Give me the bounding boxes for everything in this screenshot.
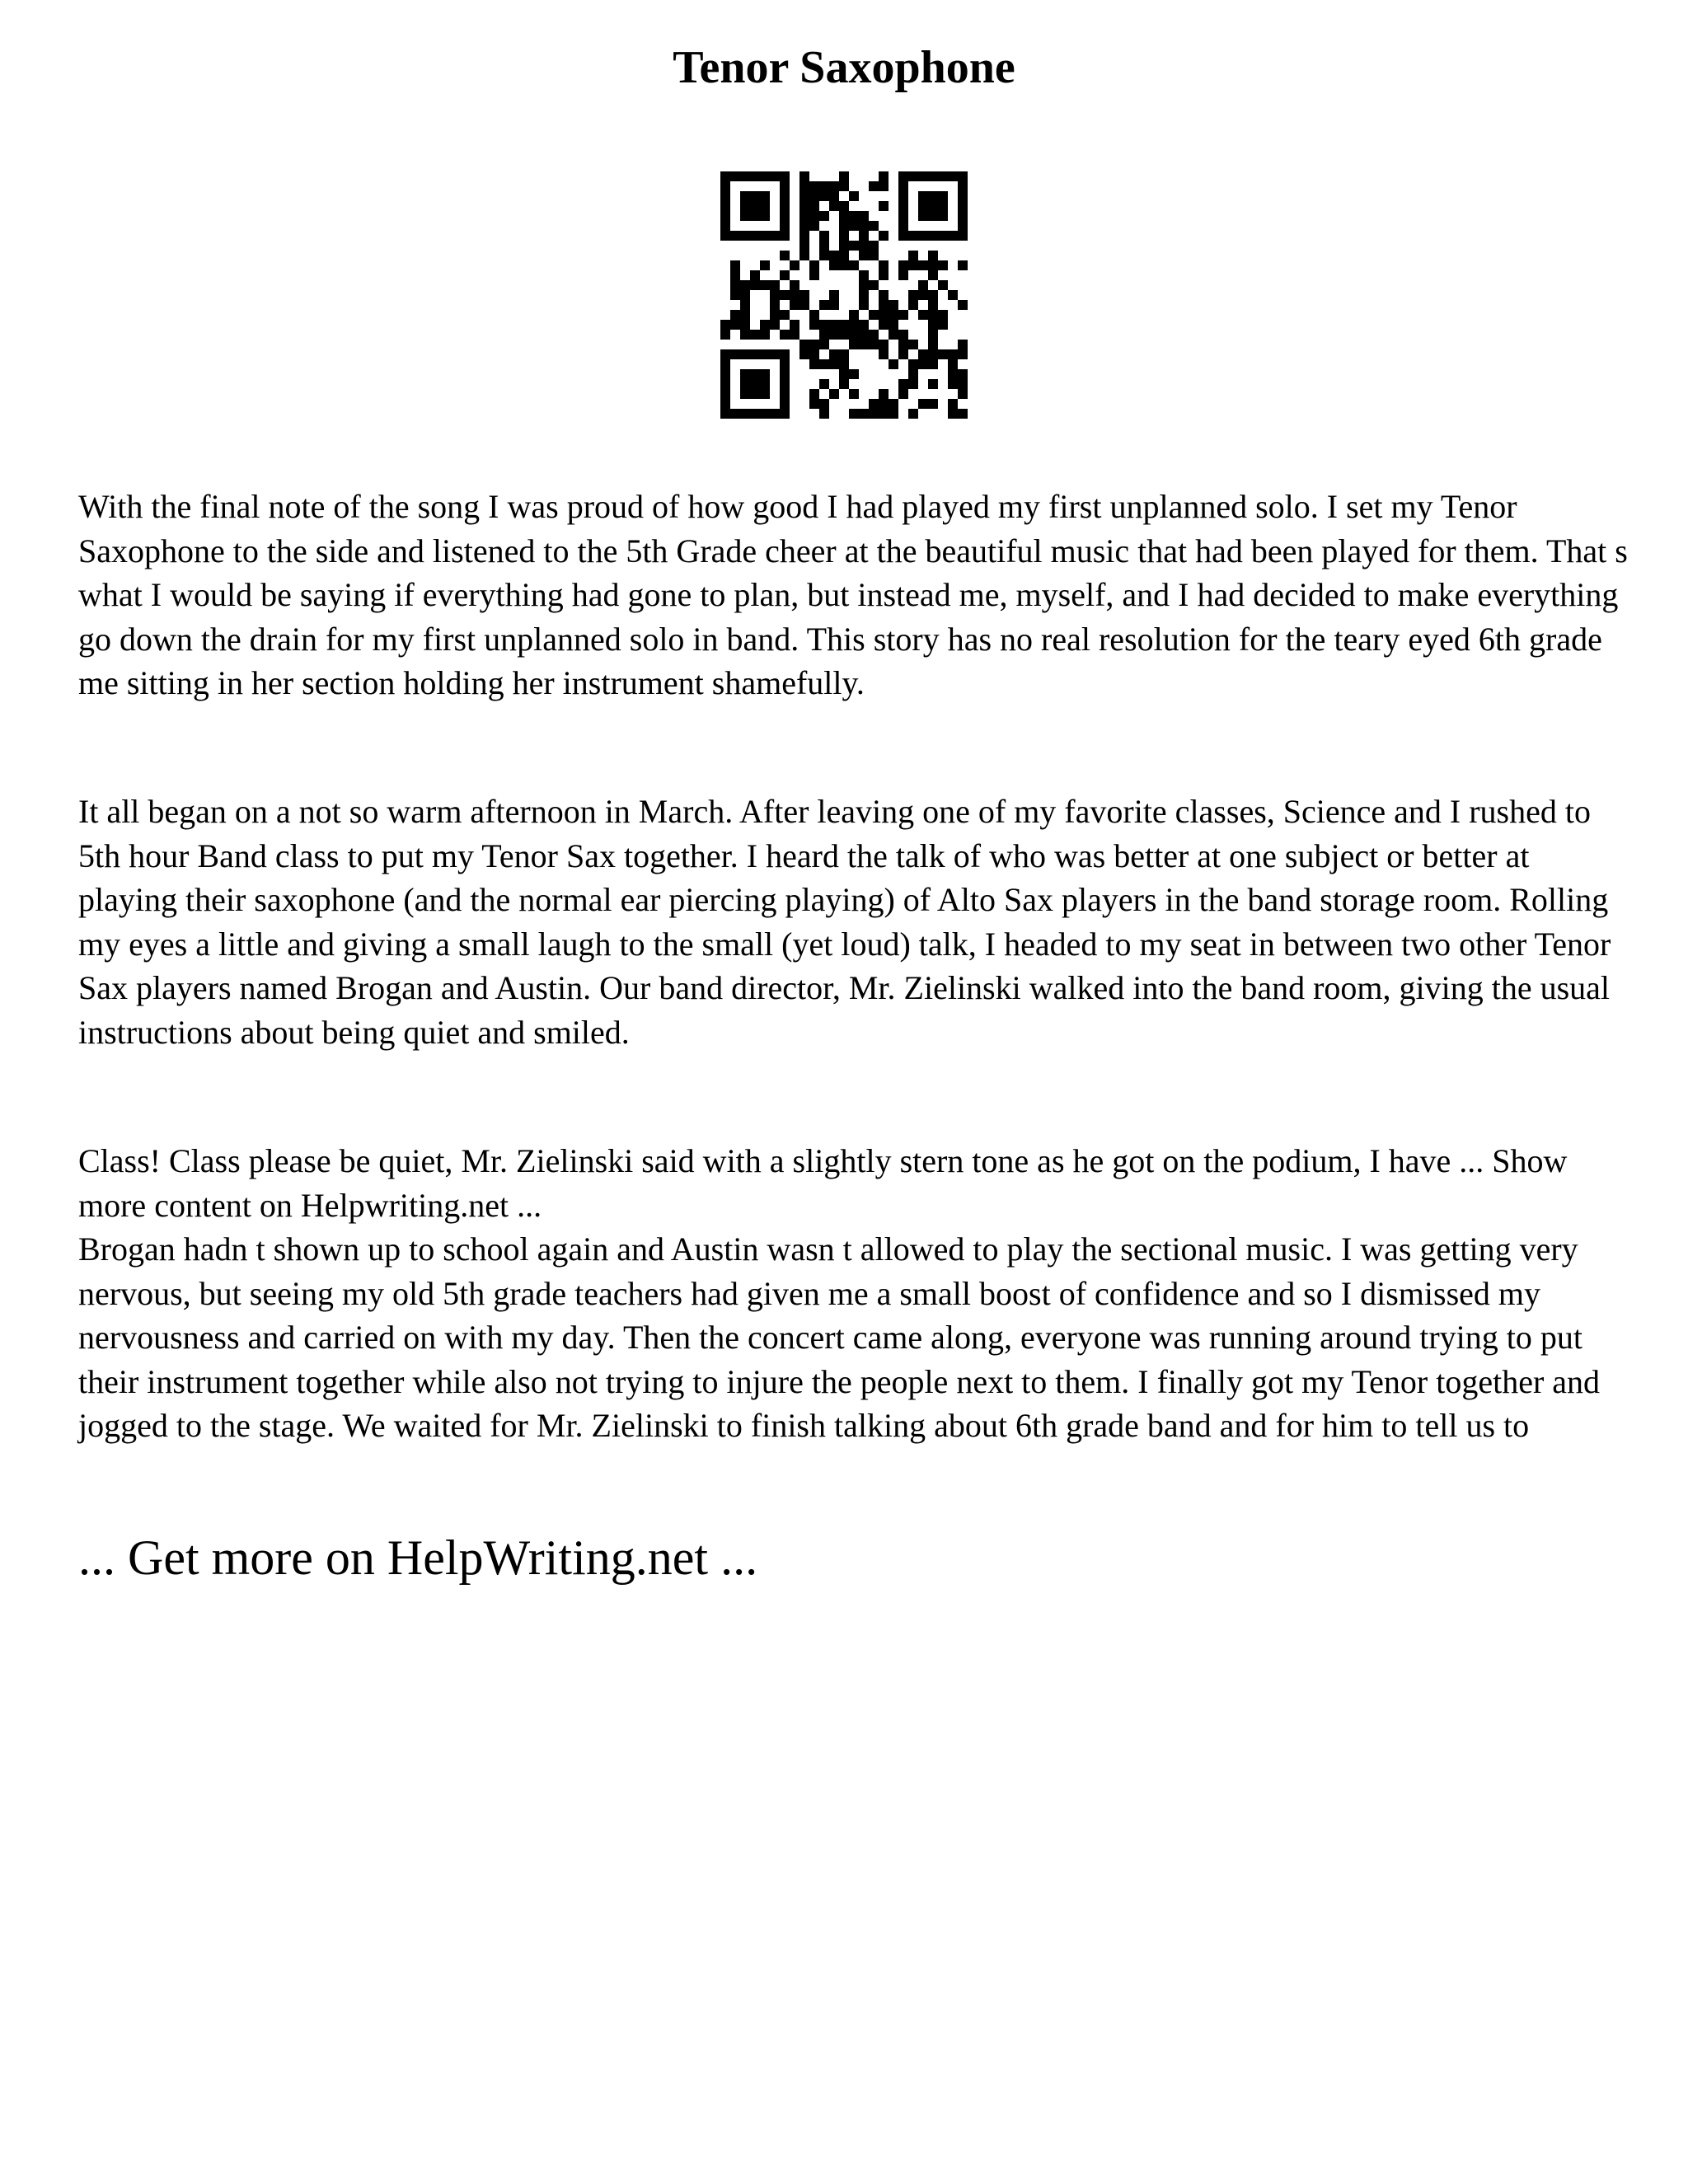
body-paragraph: With the final note of the song I was proud of how good I had played my first unplanned solo. I set my Tenor Saxophone to the side and listened to the 5th Grade cheer at the beautiful music that had been played for them. That s what I would be saying if everything had gone to plan, but instead me, myself, and I had decided to make everything go down the drain for my first unplanned solo in band. This story has no real resolution for the teary eyed 6th grade me sitting in her section holding her instrument shamefully. [78, 488, 1628, 701]
body-paragraph: Class! Class please be quiet, Mr. Zielinski said with a slightly stern tone as he got on the podium, I have ... Show more content on Helpwriting.net ... [78, 1142, 1568, 1224]
page-title: Tenor Saxophone [673, 42, 1015, 93]
body-paragraph: It all began on a not so warm afternoon in March. After leaving one of my favorite classes, Science and I rushed to 5th hour Band class to put my Tenor Sax together. I heard the talk of who was better at one subject or better at playing their saxophone (and the normal ear piercing playing) of Alto Sax players in the band storage room. Rolling my eyes a little and giving a small laugh to the small (yet loud) talk, I headed to my seat in between two other Tenor Sax players named Brogan and Austin. Our band director, Mr. Zielinski walked into the band room, giving the usual instructions about being quiet and smiled. [78, 793, 1611, 1051]
body-paragraph: Brogan hadn t shown up to school again and Austin wasn t allowed to play the sectional music. I was getting very nervous, but seeing my old 5th grade teachers had given me a small boost of confidence and so I dismissed my nervousness and carried on with my day. Then the concert came along, everyone was running around trying to put their instrument together while also not trying to injure the people next to them. I finally got my Tenor together and jogged to the stage. We waited for Mr. Zielinski to finish talking about 6th grade band and for him to tell us to [78, 1230, 1601, 1444]
get-more-link[interactable]: ... Get more on HelpWriting.net ... [78, 1530, 758, 1585]
qr-code-icon [720, 171, 968, 419]
